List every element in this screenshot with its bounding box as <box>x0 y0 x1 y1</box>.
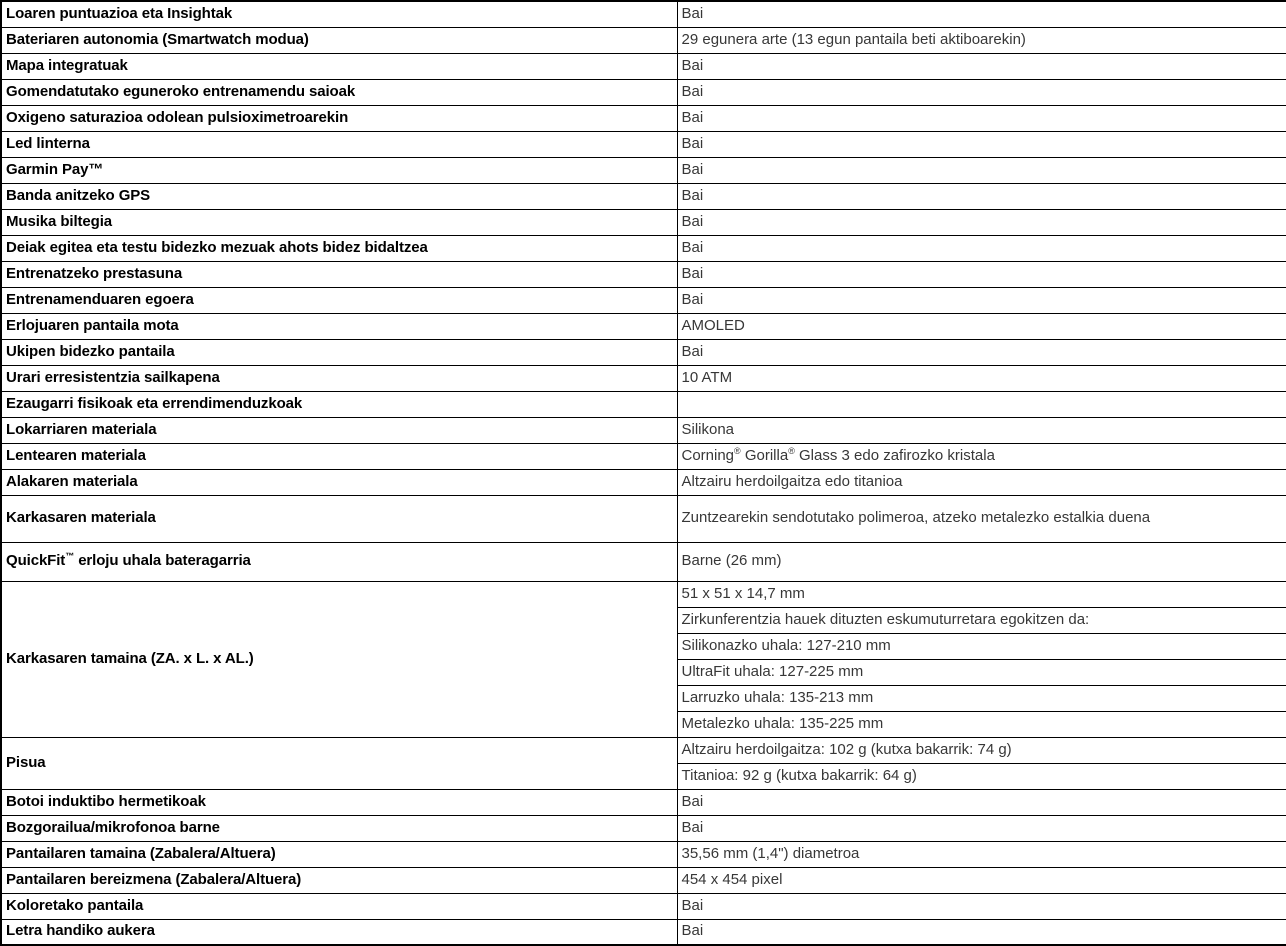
spec-row <box>1 105 1286 131</box>
spec-row <box>1 131 1286 157</box>
spec-value-cell: 29 egunera arte (13 egun pantaila beti aktiboarekin) <box>677 27 1286 53</box>
spec-label-cell: Deiak egitea eta testu bidezko mezuak ahots bidez bidaltzea <box>1 235 677 261</box>
spec-label-cell: Gomendatutako eguneroko entrenamendu saioak <box>1 79 677 105</box>
spec-value-cell: Bai <box>677 261 1286 287</box>
spec-value-cell: 35,56 mm (1,4") diametroa <box>677 841 1286 867</box>
spec-value-cell: Silikonazko uhala: 127-210 mm <box>677 633 1286 659</box>
spec-row <box>1 919 1286 945</box>
spec-row <box>1 209 1286 235</box>
spec-row <box>1 183 1286 209</box>
spec-value-cell: Metalezko uhala: 135-225 mm <box>677 711 1286 737</box>
spec-label-cell: Musika biltegia <box>1 209 677 235</box>
spec-row <box>1 867 1286 893</box>
spec-value-cell: Bai <box>677 157 1286 183</box>
spec-label-cell: Ukipen bidezko pantaila <box>1 339 677 365</box>
spec-label-cell: Urari erresistentzia sailkapena <box>1 365 677 391</box>
spec-value-cell: 10 ATM <box>677 365 1286 391</box>
spec-value-cell <box>677 391 1286 417</box>
spec-label-cell: Led linterna <box>1 131 677 157</box>
spec-label-cell: Entrenatzeko prestasuna <box>1 261 677 287</box>
spec-row-group <box>1 581 1286 607</box>
spec-label-cell: Alakaren materiala <box>1 469 677 495</box>
spec-value-cell: Corning® Gorilla® Glass 3 edo zafirozko kristala <box>677 443 1286 469</box>
spec-row <box>1 469 1286 495</box>
spec-row <box>1 789 1286 815</box>
spec-value-cell: Zirkunferentzia hauek dituzten eskumuturretara egokitzen da: <box>677 607 1286 633</box>
spec-value-cell: Bai <box>677 1 1286 27</box>
spec-label-cell: Entrenamenduaren egoera <box>1 287 677 313</box>
spec-value-cell: Bai <box>677 131 1286 157</box>
spec-value-cell: Bai <box>677 815 1286 841</box>
spec-row <box>1 157 1286 183</box>
spec-label-cell: Oxigeno saturazioa odolean pulsioximetroarekin <box>1 105 677 131</box>
spec-label-cell: Botoi induktibo hermetikoak <box>1 789 677 815</box>
spec-value-cell: Bai <box>677 79 1286 105</box>
spec-row <box>1 53 1286 79</box>
spec-value-cell: Silikona <box>677 417 1286 443</box>
spec-row <box>1 417 1286 443</box>
spec-value-cell: Bai <box>677 105 1286 131</box>
spec-value-cell: Barne (26 mm) <box>677 542 1286 581</box>
spec-row <box>1 313 1286 339</box>
spec-value-cell: Altzairu herdoilgaitza edo titanioa <box>677 469 1286 495</box>
spec-label-cell: Bozgorailua/mikrofonoa barne <box>1 815 677 841</box>
spec-label-cell: Karkasaren materiala <box>1 495 677 542</box>
spec-value-cell: AMOLED <box>677 313 1286 339</box>
spec-label-cell: Pantailaren bereizmena (Zabalera/Altuera) <box>1 867 677 893</box>
spec-label-cell: QuickFit™ erloju uhala bateragarria <box>1 542 677 581</box>
spec-row <box>1 893 1286 919</box>
spec-row <box>1 841 1286 867</box>
spec-value-cell: UltraFit uhala: 127-225 mm <box>677 659 1286 685</box>
spec-row <box>1 235 1286 261</box>
spec-label-cell: Pisua <box>1 737 677 789</box>
spec-value-cell: Bai <box>677 339 1286 365</box>
spec-row <box>1 542 1286 581</box>
spec-label-cell: Garmin Pay™ <box>1 157 677 183</box>
spec-label-cell: Karkasaren tamaina (ZA. x L. x AL.) <box>1 581 677 737</box>
spec-label-cell: Lokarriaren materiala <box>1 417 677 443</box>
spec-label-cell: Koloretako pantaila <box>1 893 677 919</box>
spec-row-group <box>1 737 1286 763</box>
spec-row <box>1 287 1286 313</box>
spec-row-section-header <box>1 391 1286 417</box>
spec-value-cell: Bai <box>677 183 1286 209</box>
spec-value-cell: Bai <box>677 235 1286 261</box>
spec-value-cell: Bai <box>677 209 1286 235</box>
spec-row <box>1 495 1286 542</box>
spec-value-cell: Larruzko uhala: 135-213 mm <box>677 685 1286 711</box>
spec-label-cell: Banda anitzeko GPS <box>1 183 677 209</box>
spec-value-cell: Titanioa: 92 g (kutxa bakarrik: 64 g) <box>677 763 1286 789</box>
spec-value-cell: 454 x 454 pixel <box>677 867 1286 893</box>
spec-value-cell: Bai <box>677 893 1286 919</box>
spec-value-cell: Bai <box>677 919 1286 945</box>
spec-label-cell: Lentearen materiala <box>1 443 677 469</box>
spec-value-cell: Altzairu herdoilgaitza: 102 g (kutxa bakarrik: 74 g) <box>677 737 1286 763</box>
spec-value-cell: 51 x 51 x 14,7 mm <box>677 581 1286 607</box>
spec-row <box>1 443 1286 469</box>
spec-value-cell: Bai <box>677 53 1286 79</box>
spec-label-cell: Erlojuaren pantaila mota <box>1 313 677 339</box>
spec-row <box>1 1 1286 27</box>
spec-row <box>1 339 1286 365</box>
spec-label-cell: Ezaugarri fisikoak eta errendimenduzkoak <box>1 391 677 417</box>
spec-value-cell: Zuntzearekin sendotutako polimeroa, atzeko metalezko estalkia duena <box>677 495 1286 542</box>
spec-row <box>1 365 1286 391</box>
spec-value-cell: Bai <box>677 287 1286 313</box>
spec-row <box>1 79 1286 105</box>
spec-row <box>1 27 1286 53</box>
spec-row <box>1 815 1286 841</box>
spec-value-cell: Bai <box>677 789 1286 815</box>
spec-label-cell: Mapa integratuak <box>1 53 677 79</box>
spec-label-cell: Bateriaren autonomia (Smartwatch modua) <box>1 27 677 53</box>
spec-label-cell: Letra handiko aukera <box>1 919 677 945</box>
spec-label-cell: Pantailaren tamaina (Zabalera/Altuera) <box>1 841 677 867</box>
spec-label-cell: Loaren puntuazioa eta Insightak <box>1 1 677 27</box>
spec-row <box>1 261 1286 287</box>
